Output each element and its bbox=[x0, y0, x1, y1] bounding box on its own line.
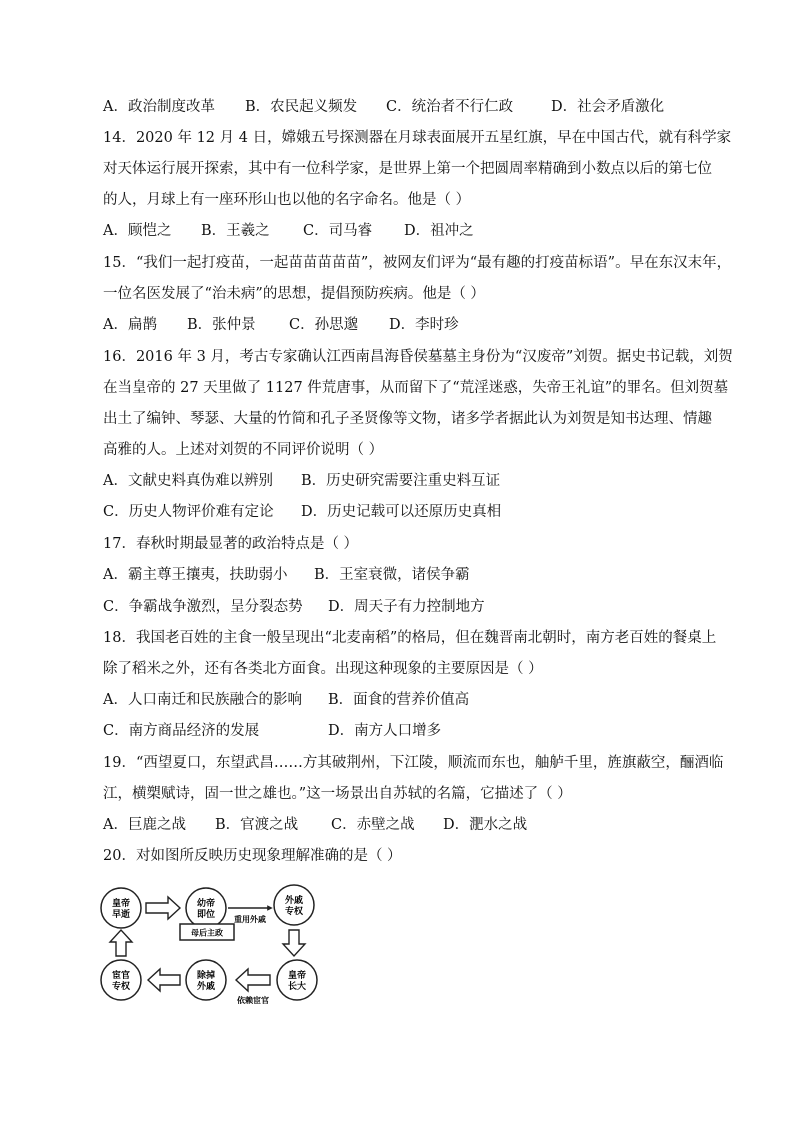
q16-stem-line-4: 高雅的人。上述对刘贺的不同评价说明（ ） bbox=[103, 442, 384, 458]
node-remove-consort-line-1: 除掉 bbox=[196, 971, 216, 981]
node-child-emperor-line-1: 幼帝 bbox=[196, 899, 216, 909]
q14-stem-line-3: 的人，月球上有一座环形山也以他的名字命名。他是（ ） bbox=[103, 192, 471, 208]
q17-option-c[interactable]: C．争霸战争激烈，呈分裂态势 bbox=[103, 599, 303, 615]
q15-option-b[interactable]: B．张仲景 bbox=[187, 317, 256, 333]
node-consort-power-line-2: 专权 bbox=[284, 907, 304, 917]
q19-stem-line-2: 江，横槊赋诗，固一世之雄也。”这一场景出自苏轼的名篇，它描述了（ ） bbox=[103, 786, 572, 802]
q15-stem-line-2: 一位名医发展了“治未病”的思想，提倡预防疾病。他是（ ） bbox=[103, 286, 485, 302]
q16-stem-line-2: 在当皇帝的 27 天里做了 1127 件荒唐事，从而留下了“荒淫迷惑，失帝王礼谊”的罪名。但刘贺墓 bbox=[103, 380, 729, 396]
node-remove-consort-line-2: 外戚 bbox=[196, 982, 216, 992]
cycle-diagram bbox=[96, 880, 326, 1004]
q19-option-a[interactable]: A．巨鹿之战 bbox=[103, 817, 186, 833]
q18-stem-line-1: 18．我国老百姓的主食一般呈现出“北麦南稻”的格局，但在魏晋南北朝时，南方老百姓的餐桌上 bbox=[103, 630, 717, 646]
q13-option-d[interactable]: D．社会矛盾激化 bbox=[551, 99, 665, 115]
q20-stem-line-1: 20．对如图所反映历史现象理解准确的是（ ） bbox=[103, 848, 402, 864]
node-emperor-grown bbox=[277, 960, 317, 1000]
q15-option-c[interactable]: C．孙思邈 bbox=[289, 317, 359, 333]
node-emperor-dies-line-2: 早逝 bbox=[111, 910, 131, 920]
q16-stem-line-3: 出土了编钟、琴瑟、大量的竹简和孔子圣贤像等文物，诸多学者据此认为刘贺是知书达理、情趣 bbox=[103, 411, 712, 427]
edge-label-rely-eunuch: 依赖宦官 bbox=[237, 996, 269, 1004]
node-consort-power bbox=[274, 885, 314, 925]
q18-option-c[interactable]: C．南方商品经济的发展 bbox=[103, 723, 260, 739]
q15-option-a[interactable]: A．扁鹊 bbox=[103, 317, 157, 333]
regent-box bbox=[180, 924, 234, 940]
q19-option-c[interactable]: C．赤壁之战 bbox=[331, 817, 415, 833]
q15-option-d[interactable]: D．李时珍 bbox=[389, 317, 459, 333]
q14-option-a[interactable]: A．顾恺之 bbox=[103, 223, 172, 239]
arrow-left-2 bbox=[148, 969, 180, 991]
regent-box-label: 母后主政 bbox=[191, 928, 223, 938]
q18-stem-line-2: 除了稻米之外，还有各类北方面食。出现这种现象的主要原因是（ ） bbox=[103, 661, 543, 677]
q19-option-d[interactable]: D．淝水之战 bbox=[443, 817, 528, 833]
arrow-right-1 bbox=[146, 897, 180, 919]
node-child-emperor-line-2: 即位 bbox=[196, 910, 216, 920]
node-remove-consort bbox=[186, 960, 226, 1000]
q13-option-c[interactable]: C．统治者不行仁政 bbox=[386, 99, 514, 115]
q17-stem-line-1: 17．春秋时期最显著的政治特点是（ ） bbox=[103, 536, 359, 552]
q13-option-b[interactable]: B．农民起义频发 bbox=[245, 99, 358, 115]
q18-option-b[interactable]: B．面食的营养价值高 bbox=[328, 692, 470, 708]
q14-option-d[interactable]: D．祖冲之 bbox=[404, 223, 474, 239]
node-eunuch-power-line-1: 宦官 bbox=[111, 971, 131, 981]
node-emperor-grown-line-1: 皇帝 bbox=[287, 971, 307, 981]
q13-option-a[interactable]: A．政治制度改革 bbox=[103, 99, 215, 115]
q14-stem-line-2: 对天体运行展开探索，其中有一位科学家，是世界上第一个把圆周率精确到小数点以后的第七位 bbox=[103, 161, 712, 177]
q16-option-a[interactable]: A．文献史料真伪难以辨别 bbox=[103, 473, 273, 489]
arrow-down-1 bbox=[283, 930, 305, 956]
q16-option-b[interactable]: B．历史研究需要注重史料互证 bbox=[301, 473, 501, 489]
arrow-left-1 bbox=[236, 969, 270, 991]
q14-option-b[interactable]: B．王羲之 bbox=[201, 223, 270, 239]
node-eunuch-power-line-2: 专权 bbox=[111, 982, 131, 992]
node-emperor-dies bbox=[101, 888, 141, 928]
node-eunuch-power bbox=[101, 960, 141, 1000]
q17-option-b[interactable]: B．王室衰微，诸侯争霸 bbox=[314, 567, 470, 583]
node-emperor-grown-line-2: 长大 bbox=[287, 982, 307, 992]
node-consort-power-line-1: 外戚 bbox=[284, 896, 304, 906]
q18-option-d[interactable]: D．南方人口增多 bbox=[328, 723, 442, 739]
arrow-up-1 bbox=[110, 930, 132, 956]
q15-stem-line-1: 15．“我们一起打疫苗，一起苗苗苗苗苗”，被网友们评为“最有趣的打疫苗标语”。早在东汉末年， bbox=[103, 255, 732, 271]
q16-stem-line-1: 16．2016 年 3 月，考古专家确认江西南昌海昏侯墓墓主身份为“汉废帝”刘贺。据史书记载，刘贺 bbox=[103, 349, 733, 365]
q17-option-a[interactable]: A．霸主尊王攘夷，扶助弱小 bbox=[103, 567, 288, 583]
q14-stem-line-1: 14．2020 年 12 月 4 日，嫦娥五号探测器在月球表面展开五星红旗，早在中国古代，就有科学家 bbox=[103, 130, 732, 146]
q17-option-d[interactable]: D．周天子有力控制地方 bbox=[328, 599, 485, 615]
node-emperor-dies-line-1: 皇帝 bbox=[111, 899, 131, 909]
q16-option-c[interactable]: C．历史人物评价难有定论 bbox=[103, 504, 274, 520]
node-child-emperor bbox=[186, 888, 226, 928]
q19-stem-line-1: 19．“西望夏口，东望武昌……方其破荆州，下江陵，顺流而东也，舳舻千里，旌旗蔽空，酾酒临 bbox=[103, 755, 724, 771]
edge-label-reuse-consort: 重用外戚 bbox=[234, 915, 266, 924]
q19-option-b[interactable]: B．官渡之战 bbox=[215, 817, 299, 833]
q14-option-c[interactable]: C．司马睿 bbox=[303, 223, 373, 239]
q16-option-d[interactable]: D．历史记载可以还原历史真相 bbox=[301, 504, 502, 520]
q18-option-a[interactable]: A．人口南迁和民族融合的影响 bbox=[103, 692, 302, 708]
